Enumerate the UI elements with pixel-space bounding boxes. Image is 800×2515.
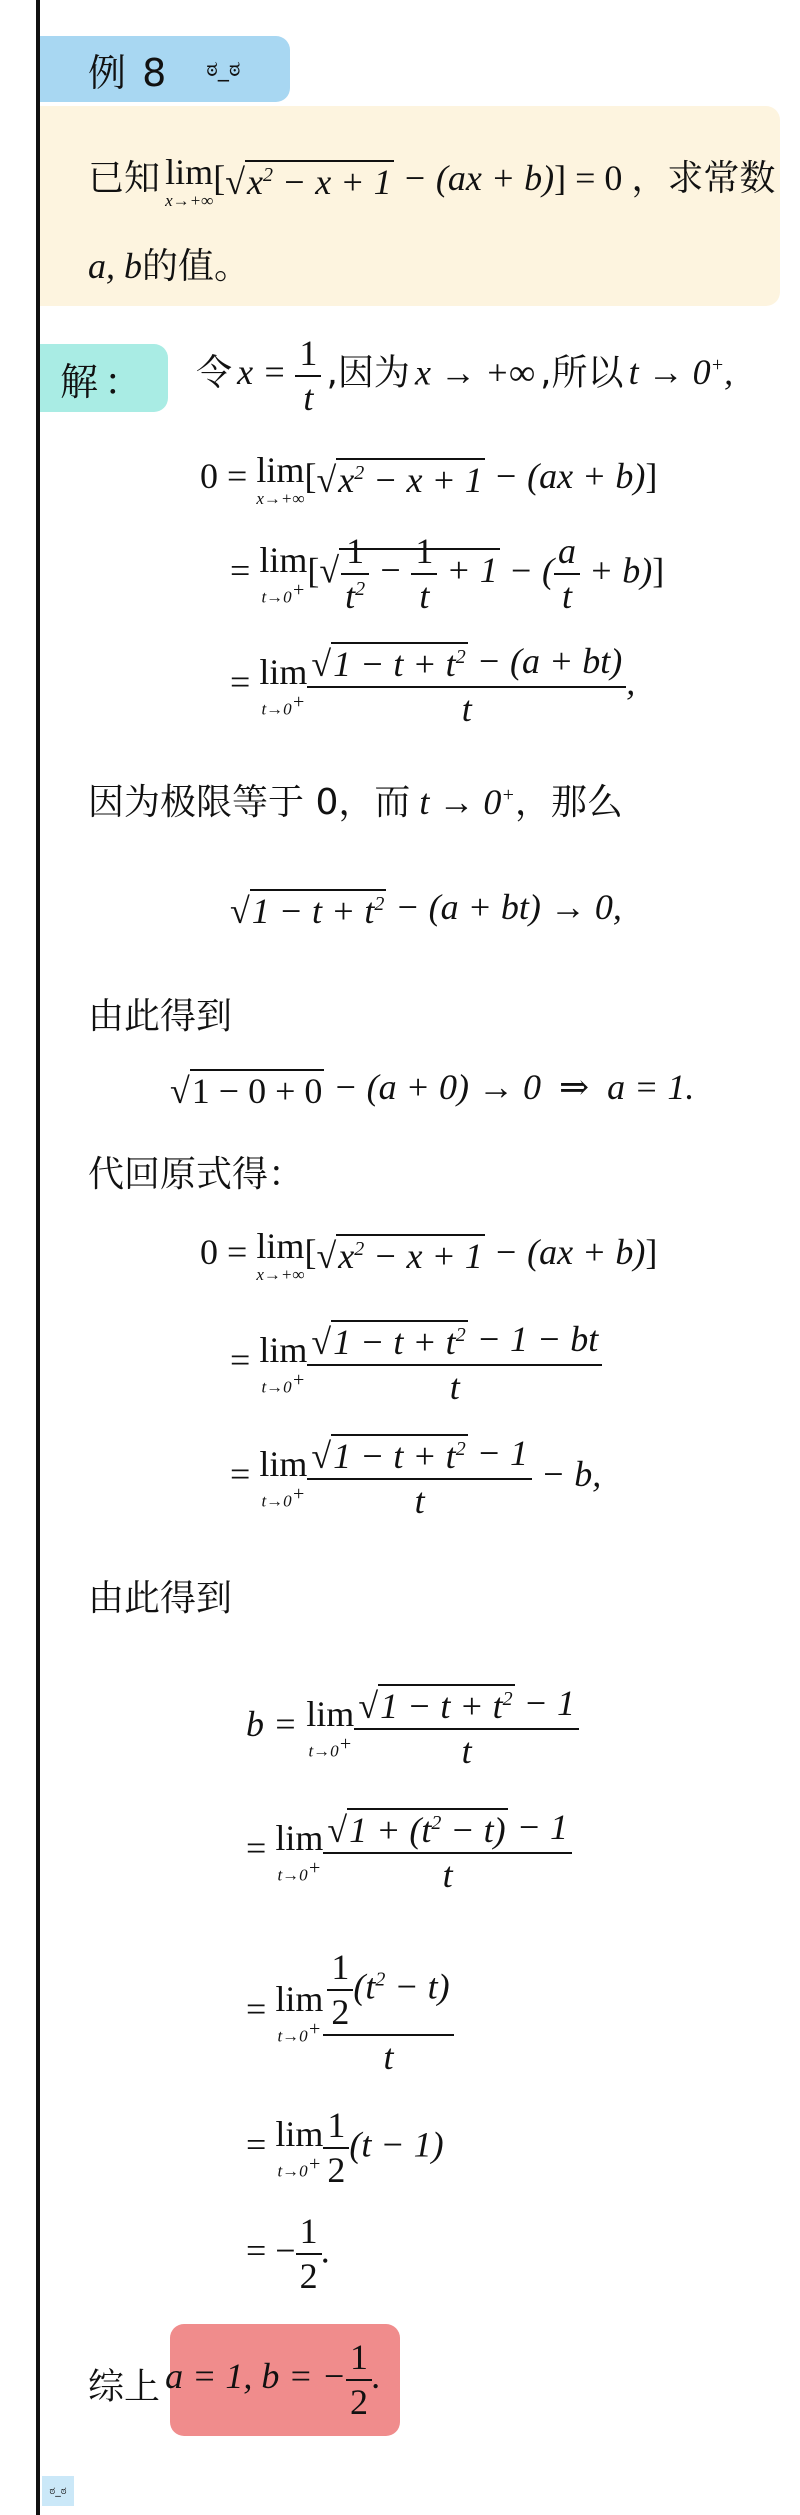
equation-4b: = lim t→0+ $\frac{√1 - t + t^2 - 1 - bt}{t}$ — [230, 1318, 602, 1410]
corner-face-icon: ಠ_ಠ — [42, 2476, 74, 2506]
equation-5e: = − $\frac{1}{2}$ . — [246, 2211, 331, 2297]
text-hence-1: 由此得到 — [88, 996, 233, 1037]
text-substitute: 代回原式得： — [88, 1154, 305, 1195]
equation-1c: = lim t→0+ $\frac{√1 - t + t^2 - (a + bt)}{t}$ , — [230, 641, 636, 730]
solution-intro: 令 x = $\frac{1}{t}$ ,因为 x → +∞ ,所以 t → 0+, — [196, 333, 734, 419]
face-emoticon-icon: ಠ_ಠ — [206, 56, 241, 82]
equation-1a: 0 = lim x→+∞ $[√x^2 - x + 1 - (ax + b)]$ — [200, 450, 658, 508]
text-hence-2: 由此得到 — [88, 1578, 233, 1619]
final-answer: a = 1, b = − $\frac{1}{2}$ . — [165, 2337, 381, 2423]
equation-3: √1 − 0 + 0 − (a + 0) → 0 ⇒ a = 1. — [170, 1067, 695, 1111]
equation-5a: b = lim t→0+ $\frac{√1 - t + t^2 - 1}{t}$ — [246, 1682, 579, 1774]
equation-2: $√1 - t + t^2 - (a + bt) \to 0$, — [230, 887, 622, 931]
equation-1b: = lim t→0+ [√ $\frac{1}{t^2}$ − $\frac{1}{t}$ + 1 − ( $\frac{a}{t}$ + b)] — [230, 531, 665, 617]
example-title-tab — [40, 36, 290, 102]
problem-line-1: 已知 lim x→+∞ $[√x^2 - x + 1 - (ax + b)] = 0$ ，求常数 — [88, 152, 776, 211]
equation-5c: = lim t→0+ $\frac{1}{2}$ $(t^2 - t)$ t — [246, 1946, 454, 2080]
equation-4c: = lim t→0+ $\frac{√1 - t + t^2 - 1}{t}$ − b, — [230, 1433, 602, 1522]
example-title: 例 8 — [88, 50, 169, 95]
text-limit-zero: 因为极限等于 0，而 t → 0+，那么 — [88, 782, 623, 823]
equation-5d: = lim t→0+ $\frac{1}{2}$ (t − 1) — [246, 2105, 444, 2191]
solution-label: 解： — [59, 359, 148, 404]
equation-4a: 0 = lim x→+∞ $[√x^2 - x + 1 - (ax + b)]$ — [200, 1226, 658, 1284]
solution-tab — [40, 344, 168, 412]
problem-line-2: a, b的值。 — [88, 246, 251, 287]
conclusion: 综上 a = 1, b = − $\frac{1}{2}$ . — [88, 2337, 381, 2423]
equation-5b: = lim t→0+ $\frac{√1 + (t^2 - t) - 1}{t}$ — [246, 1806, 572, 1898]
problem-formula: lim x→+∞ $[√x^2 - x + 1 - (ax + b)] = 0$ — [165, 152, 623, 211]
